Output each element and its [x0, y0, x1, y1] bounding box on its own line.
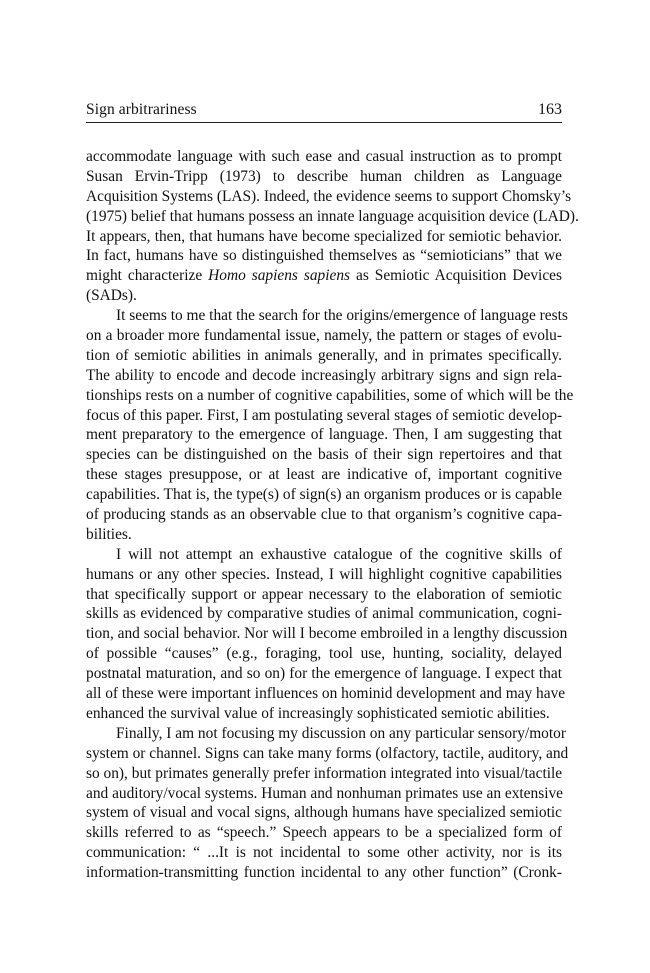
text-line: Susan Ervin-Tripp (1973) to describe human children as Language	[86, 167, 562, 185]
text-line: tion, and social behavior. Nor will I become embroiled in a lengthy discussion	[86, 625, 568, 643]
text-line: postnatal maturation, and so on) for the emergence of language. I expect that	[86, 665, 562, 683]
text-line: might characterize Homo sapiens sapiens as Semiotic Acquisition Devices	[86, 267, 562, 285]
text-line: bilities.	[86, 525, 132, 543]
page	[86, 98, 579, 883]
text-line: focus of this paper. First, I am postulating several stages of semiotic develop-	[86, 406, 563, 424]
text-line: so on), but primates generally prefer information integrated into visual/tactile	[86, 764, 563, 782]
text-line: system of visual and vocal signs, although humans have specialized semiotic	[86, 804, 562, 822]
text-line: information-transmitting function incidental to any other function” (Cronk-	[86, 864, 562, 882]
text-line: tionships rests on a number of cognitive capabilities, some of which will be the	[86, 386, 574, 404]
text-line: all of these were important influences on hominid development and may have	[86, 685, 566, 703]
text-line: humans or any other species. Instead, I will highlight cognitive capabilities	[86, 565, 562, 583]
text-line: of possible “causes” (e.g., foraging, tool use, hunting, sociality, delayed	[86, 645, 562, 663]
text-line: skills as evidenced by comparative studies of animal communication, cogni-	[86, 605, 562, 623]
text-line: I will not attempt an exhaustive catalogue of the cognitive skills of	[116, 545, 562, 563]
text-line: communication: “ ...It is not incidental to some other activity, nor is its	[86, 844, 562, 862]
text-line: skills referred to as “speech.” Speech appears to be a specialized form of	[86, 824, 562, 842]
text-line: tion of semiotic abilities in animals generally, and in primates specifically.	[86, 346, 562, 364]
text-line: ment preparatory to the emergence of language. Then, I am suggesting that	[86, 426, 562, 444]
text-line: Finally, I am not focusing my discussion on any particular sensory/motor	[116, 724, 566, 742]
running-head	[86, 98, 562, 123]
italic-species-name: Homo sapiens sapiens	[208, 267, 351, 285]
text-line: and auditory/vocal systems. Human and nonhuman primates use an extensive	[86, 784, 563, 802]
text-line: that specifically support or appear necessary to the elaboration of semiotic	[86, 585, 562, 603]
text-line: It appears, then, that humans have become specialized for semiotic behavior.	[86, 227, 562, 245]
text-line: (1975) belief that humans possess an innate language acquisition device (LAD).	[86, 207, 579, 225]
text-line: species can be distinguished on the basis of their sign repertoires and that	[86, 446, 562, 464]
text-line: capabilities. That is, the type(s) of sign(s) an organism produces or is capable	[86, 486, 562, 504]
text-line: system or channel. Signs can take many forms (olfactory, tactile, auditory, and	[86, 744, 569, 762]
text-line: enhanced the survival value of increasingly sophisticated semiotic abilities.	[86, 704, 550, 722]
text-line: (SADs).	[86, 287, 137, 305]
text-line: these stages presuppose, or at least are indicative of, important cognitive	[86, 466, 562, 484]
page-number: 163	[538, 101, 562, 118]
text-line: It seems to me that the search for the origins/emergence of language rests	[116, 307, 568, 325]
text-line: on a broader more fundamental issue, namely, the pattern or stages of evolu-	[86, 327, 562, 345]
text-line: Acquisition Systems (LAS). Indeed, the evidence seems to support Chomsky’s	[86, 187, 572, 205]
text-line: accommodate language with such ease and casual instruction as to prompt	[86, 148, 562, 165]
text-line: of producing stands as an observable clue to that organism’s cognitive capa-	[86, 506, 562, 524]
body-text	[86, 147, 579, 883]
text-line: The ability to encode and decode increasingly arbitrary signs and sign rela-	[86, 366, 562, 384]
text-line: In fact, humans have so distinguished themselves as “semioticians” that we	[86, 247, 562, 265]
running-title: Sign arbitrariness	[86, 101, 197, 118]
